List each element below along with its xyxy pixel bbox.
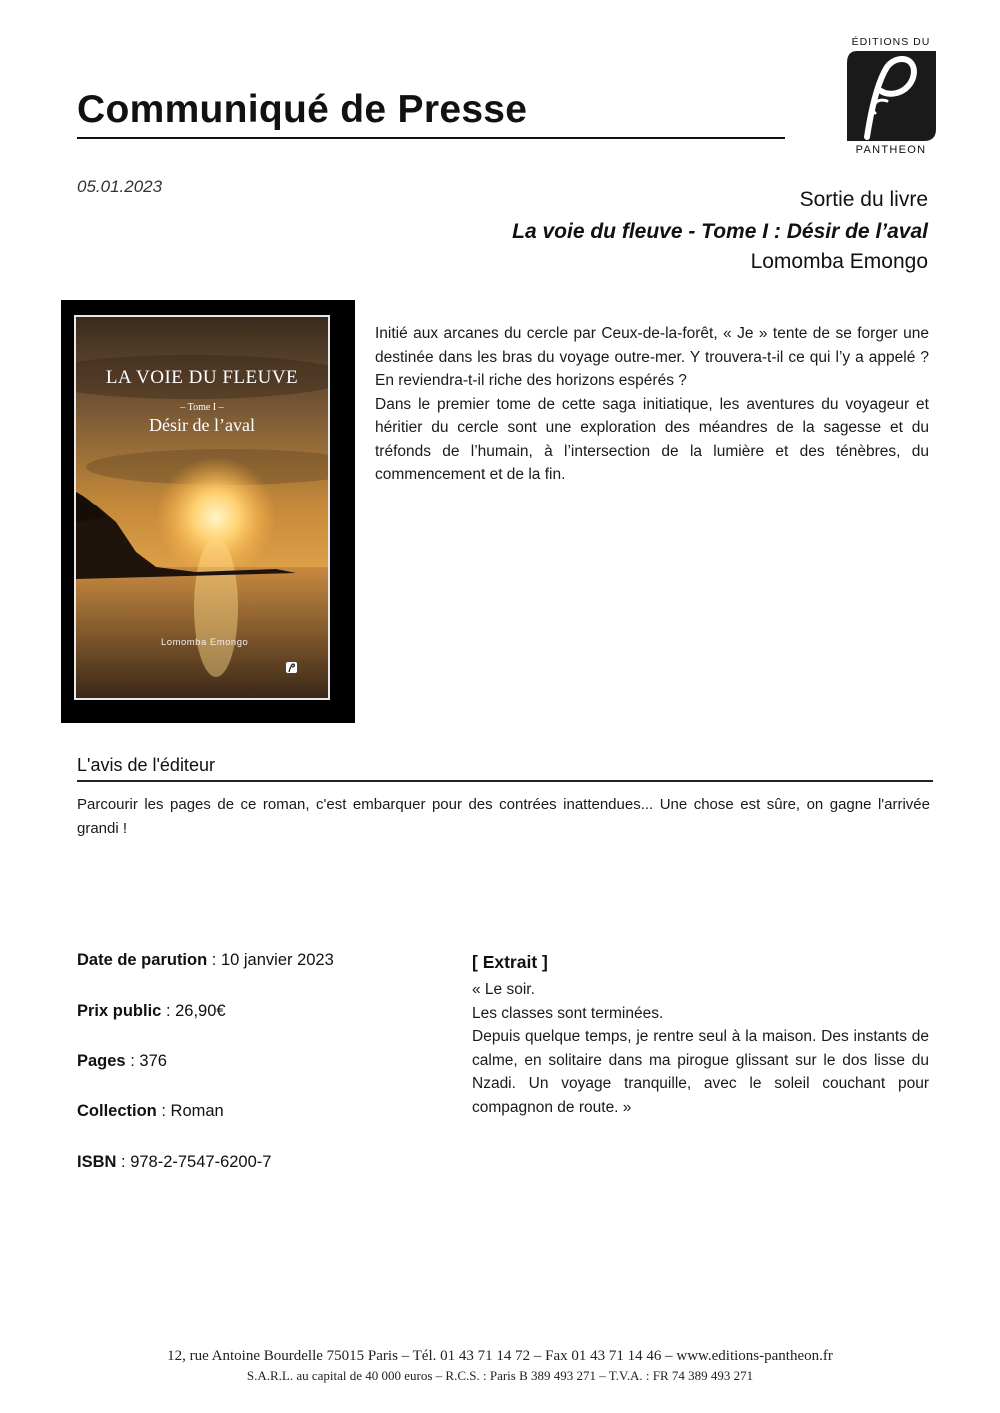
synopsis-paragraph-1: Initié aux arcanes du cercle par Ceux-de-la-forêt, « Je » tente de se forger une destinée dans les bras du voyage outre-mer. Y trouvera-t-il ce qui l’y a appelé ? En reviendra-t-il riche des horizons espérés ? (375, 325, 929, 389)
avis-heading: L'avis de l'éditeur (77, 755, 215, 775)
book-author: Lomomba Emongo (750, 250, 928, 273)
parution-label: Date de parution (77, 951, 208, 969)
extrait-line-2: Les classes sont terminées. (472, 1004, 664, 1022)
detail-pages: Pages : 376 (77, 1052, 167, 1070)
cover-subtitle: Désir de l’aval (149, 415, 255, 435)
extrait-heading: [ Extrait ] (472, 952, 548, 972)
pages-value: 376 (139, 1052, 167, 1070)
collection-label: Collection (77, 1102, 157, 1120)
page-title: Communiqué de Presse (77, 88, 528, 131)
prix-value: 26,90€ (175, 1002, 226, 1020)
extrait-text (472, 978, 929, 1119)
detail-prix: Prix public : 26,90€ (77, 1002, 226, 1020)
release-label: Sortie du livre (799, 188, 928, 211)
logo-bottom-text: PANTHEON (855, 144, 927, 156)
logo-top-text: ÉDITIONS DU (851, 36, 931, 48)
detail-collection: Collection : Roman (77, 1102, 224, 1120)
cover-author: Lomomba Emongo (161, 637, 249, 648)
footer-legal: S.A.R.L. au capital de 40 000 euros – R.C.S. : Paris B 389 493 271 – T.V.A. : FR 74 389 493 271 (246, 1368, 754, 1383)
detail-isbn: ISBN : 978-2-7547-6200-7 (77, 1153, 272, 1171)
pages-label: Pages (77, 1052, 126, 1070)
prix-label: Prix public (77, 1002, 162, 1020)
release-block (512, 185, 928, 275)
footer-address: 12, rue Antoine Bourdelle 75015 Paris – Tél. 01 43 71 14 72 – Fax 01 43 71 14 46 – www.editions-pantheon.fr (167, 1348, 833, 1364)
cover-title: LA VOIE DU FLEUVE (105, 367, 299, 388)
pantheon-p-logo-icon (847, 51, 936, 141)
book-synopsis (375, 322, 929, 487)
parution-value: 10 janvier 2023 (220, 951, 334, 969)
press-date: 05.01.2023 (77, 177, 163, 196)
cover-image (74, 315, 330, 700)
extrait-line-3: Depuis quelque temps, je rentre seul à la maison. Des instants de calme, en solitaire dans ma pirogue glissant sur le dos lisse du Nzadi. Un voyage tranquille, avec le soleil couchant pour compagnon de route. » (472, 1028, 929, 1116)
isbn-value: 978-2-7547-6200-7 (130, 1153, 272, 1171)
book-title: La voie du fleuve - Tome I : Désir de l’aval (512, 220, 928, 243)
detail-parution: Date de parution : 10 janvier 2023 (77, 951, 334, 969)
publisher-logo (842, 36, 940, 160)
synopsis-paragraph-2: Dans le premier tome de cette saga initiatique, les aventures du voyageur et héritier du cercle sont une exploration des méandres de la sagesse et du tréfonds de l’humain, à l’intersection de la lumière et des ténèbres, du commencement et de la fin. (375, 395, 929, 483)
isbn-label: ISBN (77, 1153, 117, 1171)
avis-divider (77, 780, 933, 782)
cover-publisher-icon (286, 662, 297, 673)
book-cover (61, 300, 355, 723)
collection-value: Roman (170, 1102, 224, 1120)
extrait-line-1: « Le soir. (472, 981, 535, 998)
avis-text: Parcourir les pages de ce roman, c'est embarquer pour des contrées inattendues... Une chose est sûre, on gagne l'arrivée grandi ! (77, 796, 930, 837)
cover-tome: – Tome I – (180, 402, 224, 413)
title-underline (77, 137, 785, 139)
